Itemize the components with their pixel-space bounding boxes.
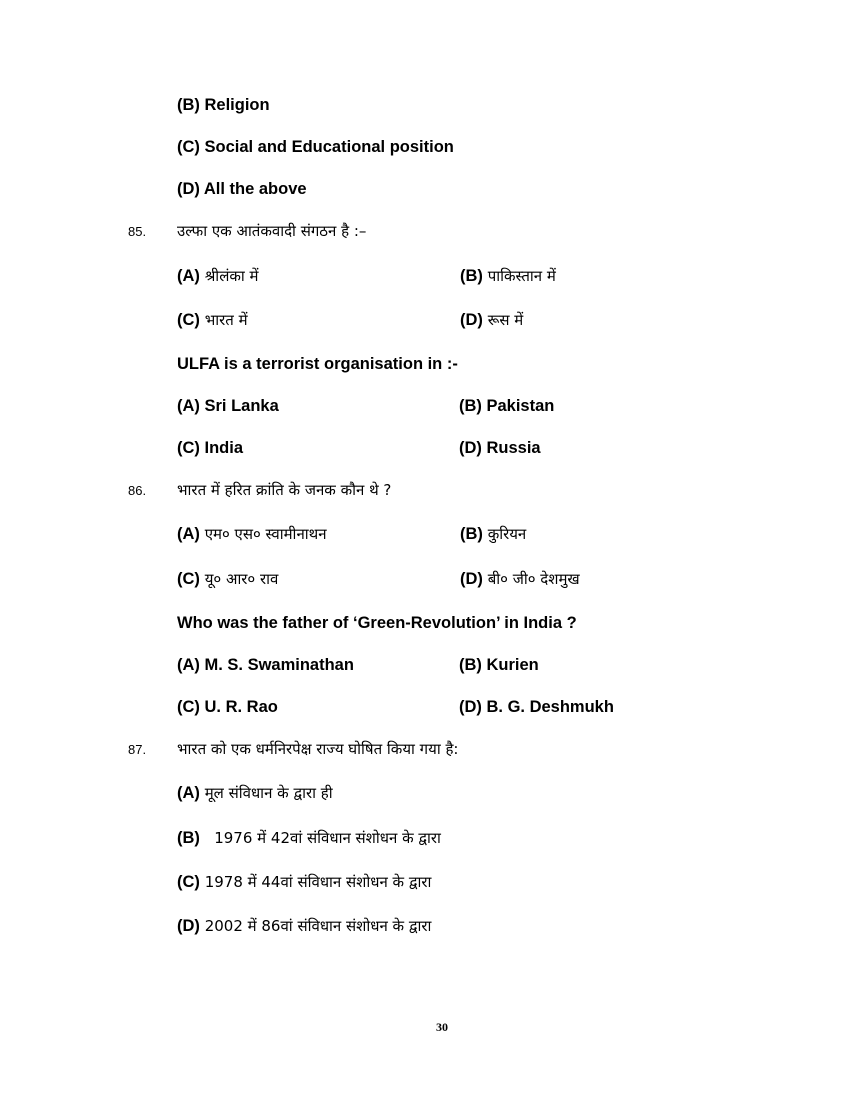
option-label: (A): [177, 525, 200, 543]
q86-number: 86.: [128, 483, 147, 498]
option-label: (B): [460, 267, 483, 285]
q86-question-english: Who was the father of ‘Green-Revolution’ in India ?: [177, 614, 577, 632]
option-text: श्रीलंका में: [204, 267, 259, 285]
q85-option-c: (C) India: [177, 439, 243, 457]
q85-option-c-hindi: [177, 310, 248, 330]
q86-option-d: (D) B. G. Deshmukh: [459, 698, 614, 716]
option-label: (D): [460, 570, 483, 588]
q85-option-b: (B) Pakistan: [459, 397, 555, 415]
q86-option-b-hindi: [460, 524, 526, 544]
page-number: 30: [436, 1020, 448, 1034]
option-text: मूल संविधान के द्वारा ही: [204, 784, 333, 802]
q85-number: 85.: [128, 224, 147, 239]
option-text: 1976 में 42वां संविधान संशोधन के द्वारा: [214, 829, 441, 847]
q87-option-b-hindi: [177, 828, 441, 848]
option-text: पाकिस्तान में: [487, 267, 556, 285]
q84-option-d: (D) All the above: [177, 180, 307, 198]
q85-option-d: (D) Russia: [459, 439, 541, 457]
q86-option-c-hindi: [177, 569, 278, 589]
option-text: कुरियन: [487, 525, 527, 543]
q85-question-english: ULFA is a terrorist organisation in :-: [177, 355, 458, 373]
q86-option-d-hindi: [460, 569, 580, 589]
option-text: यू० आर० राव: [204, 570, 279, 588]
option-label: (C): [177, 311, 200, 329]
q87-option-c-hindi: [177, 872, 431, 892]
q86-option-b: (B) Kurien: [459, 656, 539, 674]
q86-option-a-hindi: [177, 524, 327, 544]
option-text: 1978 में 44वां संविधान संशोधन के द्वारा: [204, 873, 432, 891]
q87-option-d-hindi: [177, 916, 431, 936]
q84-option-c: (C) Social and Educational position: [177, 138, 454, 156]
option-text: भारत में: [204, 311, 248, 329]
q87-number: 87.: [128, 742, 147, 757]
q85-question-hindi: उल्फा एक आतंकवादी संगठन है :–: [177, 222, 367, 240]
q85-option-a-hindi: [177, 266, 259, 286]
q85-option-a: (A) Sri Lanka: [177, 397, 279, 415]
option-label: (A): [177, 784, 200, 802]
option-text: एम० एस० स्वामीनाथन: [204, 525, 327, 543]
q86-option-c: (C) U. R. Rao: [177, 698, 278, 716]
q85-option-b-hindi: [460, 266, 556, 286]
q84-option-b: (B) Religion: [177, 96, 270, 114]
option-label: (D): [460, 311, 483, 329]
q86-question-hindi: भारत में हरित क्रांति के जनक कौन थे ?: [177, 481, 392, 499]
option-label: (B): [177, 829, 200, 847]
option-label: (A): [177, 267, 200, 285]
option-text: रूस में: [487, 311, 524, 329]
option-text: 2002 में 86वां संविधान संशोधन के द्वारा: [204, 917, 432, 935]
option-label: (C): [177, 570, 200, 588]
q87-question-hindi: भारत को एक धर्मनिरपेक्ष राज्य घोषित किया गया है:: [177, 740, 459, 758]
option-text: बी० जी० देशमुख: [487, 570, 580, 588]
option-label: (C): [177, 873, 200, 891]
option-label: (B): [460, 525, 483, 543]
q87-option-a-hindi: [177, 783, 333, 803]
q85-option-d-hindi: [460, 310, 523, 330]
q86-option-a: (A) M. S. Swaminathan: [177, 656, 354, 674]
option-label: (D): [177, 917, 200, 935]
